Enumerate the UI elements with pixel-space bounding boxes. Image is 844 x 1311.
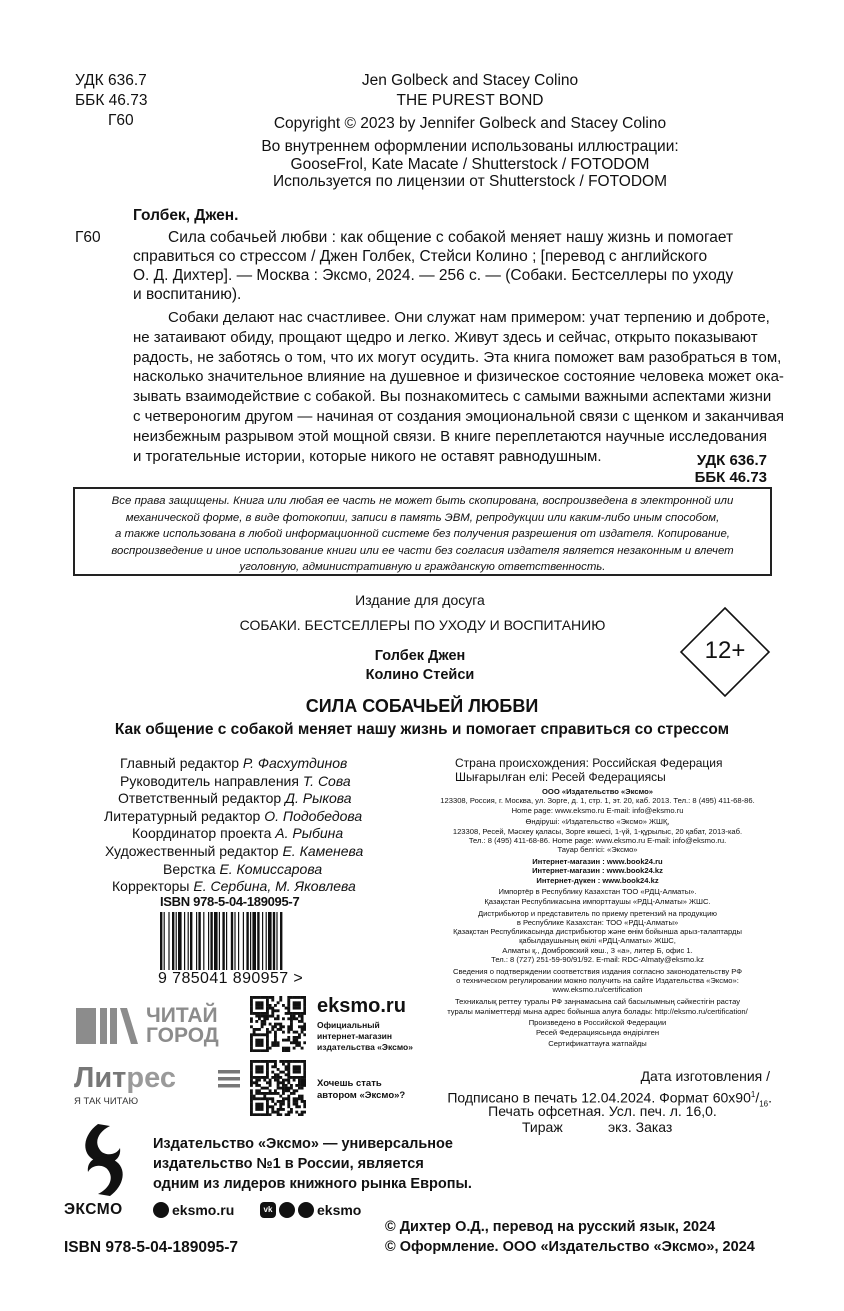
publisher-detail-line: в Республике Казахстан: ТОО «РДЦ-Алматы» bbox=[516, 917, 679, 927]
barcode-digits: 9 785041 890957 > bbox=[158, 970, 304, 987]
rights-line: воспроизведение и иное использование книги или ее части без согласия издателя является незаконным и влечет bbox=[111, 544, 734, 557]
publisher-detail-line: ООО «Издательство «Эксмо» bbox=[542, 787, 653, 796]
isbn-barcode bbox=[160, 912, 320, 970]
publisher-detail-line: www.eksmo.ru/certification bbox=[552, 985, 643, 995]
publisher-detail-line: Тауар белгісі: «Эксмо» bbox=[557, 845, 638, 855]
publisher-detail-line: Произведено в Российской Федерации bbox=[528, 1018, 667, 1028]
catalog-author-heading: Голбек, Джен. bbox=[133, 207, 239, 224]
footer-copyright-2: © Оформление. ООО «Издательство «Эксмо», 2024 bbox=[385, 1239, 755, 1255]
chitai-gorod-word-1: ЧИТАЙ bbox=[146, 1004, 218, 1027]
slogan-line-2: издательство №1 в России, является bbox=[153, 1156, 424, 1172]
print-format-end: . bbox=[768, 1089, 772, 1106]
catalog-entry-line-2: справиться со стрессом / Джен Голбек, Стейси Колино ; [перевод с английского bbox=[133, 248, 708, 265]
age-rating-text: 12+ bbox=[704, 637, 746, 664]
telegram-icon[interactable] bbox=[279, 1202, 295, 1218]
eksmo-shop-line-3: издательства «Эксмо» bbox=[317, 1042, 413, 1052]
author-cta-line-2: автором «Эксмо»? bbox=[317, 1090, 406, 1101]
litres-wordmark bbox=[74, 1062, 176, 1094]
catalog-bbk: ББК 46.73 bbox=[694, 469, 767, 486]
slogan-line-3: одним из лидеров книжного рынка Европы. bbox=[153, 1176, 472, 1192]
social-handle[interactable]: eksmo bbox=[317, 1202, 362, 1218]
eksmo-shop-line-2: интернет-магазин bbox=[317, 1031, 393, 1041]
chitai-gorod-word-2: ГОРОД bbox=[146, 1024, 219, 1047]
rights-line: Все права защищены. Книга или любая ее часть не может быть скопирована, воспроизведена в электронной или bbox=[111, 495, 734, 507]
annotation-line: неизбежным разрывом этой мощной связи. В книге переплетаются научные исследования bbox=[133, 427, 768, 445]
origin-country-kz: Шығарылған елі: Ресей Федерациясы bbox=[455, 770, 666, 784]
catalog-mark: Г60 bbox=[75, 229, 101, 246]
publisher-detail-line: Тел.: 8 (495) 411-68-86. Home page: www.eksmo.ru E-mail: info@eksmo.ru. bbox=[468, 835, 727, 845]
credit-role: Корректоры bbox=[112, 878, 190, 895]
annotation-line: Собаки делают нас счастливее. Они служат нам примером: учат терпению и доброте, bbox=[168, 309, 770, 326]
credit-line bbox=[60, 808, 420, 826]
illustrations-line-2: GooseFrol, Kate Macate / Shutterstock / FOTODOM bbox=[290, 156, 650, 173]
credit-name: Д. Рыкова bbox=[285, 790, 352, 807]
publisher-detail-line: Қазақстан Республикасында дистрибьютор және өнім бойынша арыз-талаптарды bbox=[453, 927, 742, 937]
credit-line bbox=[60, 773, 420, 791]
publisher-detail-line: Қазақстан Республикасына импорттаушы «РДЦ-Алматы» ЖШС. bbox=[484, 896, 711, 906]
qr-code-shop[interactable] bbox=[250, 996, 306, 1052]
udk-code: УДК 636.7 bbox=[75, 72, 147, 89]
credit-role: Верстка bbox=[163, 860, 216, 877]
publisher-detail-line: Сертификаттауға жатпайды bbox=[548, 1039, 647, 1049]
slogan-line-1: Издательство «Эксмо» — универсальное bbox=[153, 1136, 453, 1152]
eksmo-site-label: eksmo.ru bbox=[317, 995, 406, 1017]
footer-copyright-1: © Дихтер О.Д., перевод на русский язык, 2024 bbox=[385, 1219, 716, 1235]
globe-icon bbox=[153, 1202, 169, 1218]
print-format-text: Подписано в печать 12.04.2024. Формат 60x90 bbox=[447, 1089, 751, 1106]
publisher-detail-line: Интернет-магазин : www.book24.ru bbox=[532, 857, 663, 867]
publisher-detail-line: 123308, Ресей, Мәскеу қаласы, Зорге көшесі, 1-үй, 1-құрылыс, 20 қабат, 2013-каб. bbox=[452, 826, 743, 836]
print-run: Тираж bbox=[522, 1119, 563, 1135]
credit-line bbox=[60, 825, 420, 843]
footer-isbn: ISBN 978-5-04-189095-7 bbox=[64, 1239, 239, 1256]
illustrations-line-1: Во внутреннем оформлении использованы иллюстрации: bbox=[261, 138, 679, 155]
print-date: Дата изготовления / bbox=[640, 1068, 770, 1084]
publisher-details bbox=[420, 787, 775, 1049]
book-title: СИЛА СОБАЧЬЕЙ ЛЮБВИ bbox=[305, 696, 539, 716]
print-order: экз. Заказ bbox=[608, 1119, 673, 1135]
publisher-detail-line: Импортёр в Республику Казахстан ТОО «РДЦ-Алматы». bbox=[498, 887, 697, 897]
chitai-gorod-logo bbox=[76, 1006, 226, 1046]
credit-line bbox=[60, 843, 420, 861]
publisher-detail-line: Интернет-дүкен : www.book24.kz bbox=[536, 875, 659, 885]
publisher-detail-line: Интернет-магазин : www.book24.kz bbox=[532, 866, 663, 876]
publisher-detail-line: Өндіруші: «Издательство «Эксмо» ЖШҚ, bbox=[525, 817, 670, 827]
credit-name: А. Рыбина bbox=[275, 825, 344, 842]
litres-menu-icon bbox=[218, 1070, 240, 1088]
annotation-line: и трогательные истории, которые никого не оставят равнодушным. bbox=[133, 447, 602, 465]
credit-role: Руководитель направления bbox=[120, 772, 299, 789]
author-cta-line-1: Хочешь стать bbox=[317, 1078, 382, 1089]
print-format-sub: 16 bbox=[759, 1099, 769, 1109]
editorial-credits bbox=[60, 755, 420, 896]
origin-country-ru: Страна происхождения: Российская Федерация bbox=[455, 756, 723, 770]
annotation-line: зывать взаимодействие с собакой. Вы познакомитесь с самыми важными аспектами жизни bbox=[133, 388, 772, 406]
credit-role: Художественный редактор bbox=[105, 842, 279, 859]
annotation-line: радость, не заботясь о том, что их могут осудить. Эта книга поможет вам разобраться в том, bbox=[133, 348, 782, 366]
author-name-1: Голбек Джен bbox=[374, 648, 466, 664]
vk-icon[interactable]: vk bbox=[260, 1202, 276, 1218]
eksmo-swirl-logo-icon bbox=[76, 1122, 132, 1198]
catalog-udk: УДК 636.7 bbox=[696, 452, 767, 469]
rights-line: а также использована в любой информационной системе без получения разрешения от издателя. Копирование, bbox=[115, 528, 730, 540]
publisher-detail-line: 123308, Россия, г. Москва, ул. Зорге, д. 1, стр. 1, эт. 20, каб. 2013. Тел.: 8 (495) 411-68-86. bbox=[440, 796, 755, 806]
rights-line: механической форме, в виде фотокопии, записи в память ЭВМ, репродукции или каким-либо иным способом, bbox=[125, 511, 720, 524]
credit-name: Р. Фасхутдинов bbox=[242, 755, 348, 771]
barcode-isbn-label: ISBN 978-5-04-189095-7 bbox=[160, 894, 300, 909]
rights-notice-box bbox=[73, 487, 772, 576]
credit-name: Е. Комиссарова bbox=[219, 860, 323, 877]
credit-line bbox=[60, 861, 420, 879]
credit-role: Главный редактор bbox=[120, 755, 240, 771]
annotation-line: с четвероногим другом — начиная от создания эмоциональной связи с щенком и заканчивая bbox=[133, 407, 785, 425]
original-authors: Jen Golbeck and Stacey Colino bbox=[361, 72, 579, 89]
credit-line bbox=[60, 790, 420, 808]
original-copyright: Copyright © 2023 by Jennifer Golbeck and Stacey Colino bbox=[273, 115, 667, 132]
bbk-code: ББК 46.73 bbox=[75, 92, 148, 109]
annotation bbox=[133, 308, 785, 466]
credit-role: Ответственный редактор bbox=[118, 790, 282, 807]
publisher-detail-line: Home page: www.eksmo.ru E-mail: info@eksmo.ru bbox=[511, 805, 684, 815]
print-format-sep: / bbox=[755, 1089, 760, 1106]
publisher-detail-line: қабылдаушының өкілі «РДЦ-Алматы» ЖШС, bbox=[519, 936, 676, 946]
credit-role: Литературный редактор bbox=[104, 807, 261, 824]
original-title: THE PUREST BOND bbox=[396, 92, 544, 109]
publisher-detail-line: Сведения о подтверждении соответствия издания согласно законодательству РФ bbox=[452, 966, 743, 976]
credit-role: Координатор проекта bbox=[132, 825, 272, 842]
annotation-line: не затаивают обиду, прощают щедро и легко. Живут здесь и сейчас, открыто показывают bbox=[133, 328, 758, 346]
credit-line bbox=[60, 755, 420, 773]
author-name-2: Колино Стейси bbox=[365, 667, 475, 683]
credit-name: Е. Сербина, М. Яковлева bbox=[193, 878, 356, 895]
credit-name: О. Подобедова bbox=[264, 807, 363, 824]
catalog-entry-line-3: О. Д. Дихтер]. — Москва : Эксмо, 2024. — 256 с. — (Собаки. Бестселлеры по уходу bbox=[133, 267, 734, 284]
annotation-line: насколько значительное влияние на душевное и физическое состояние человека может ока- bbox=[133, 368, 784, 386]
litres-word-b: рес bbox=[126, 1062, 176, 1094]
youtube-icon[interactable] bbox=[298, 1202, 314, 1218]
publisher-detail-line: Тел.: 8 (727) 251-59-90/91/92. E-mail: RDC-Almaty@eksmo.kz bbox=[491, 955, 704, 965]
chitai-gorod-books-icon bbox=[76, 1006, 142, 1046]
author-mark: Г60 bbox=[108, 112, 134, 129]
catalog-entry-line-4: и воспитанию). bbox=[133, 286, 242, 303]
book-subtitle: Как общение с собакой меняет нашу жизнь и помогает справиться со стрессом bbox=[114, 721, 730, 738]
eksmo-shop-line-1: Официальный bbox=[317, 1020, 380, 1030]
publisher-detail-line: Техникалық реттеу туралы РФ заңнамасына сай басылымның сәйкестігін растау bbox=[454, 997, 741, 1007]
publisher-detail-line: Алматы қ., Домбровский көш., 3 «а», литер Б, офис 1. bbox=[502, 945, 693, 955]
publisher-detail-line: Дистрибьютор и представитель по приему претензий на продукцию bbox=[477, 908, 718, 918]
catalog-entry-line-1: Сила собачьей любви : как общение с собакой меняет нашу жизнь и помогает bbox=[168, 229, 734, 246]
series-name: СОБАКИ. БЕСТСЕЛЛЕРЫ ПО УХОДУ И ВОСПИТАНИЮ bbox=[239, 617, 606, 633]
credit-name: Е. Каменева bbox=[282, 842, 364, 859]
qr-code-author[interactable] bbox=[250, 1060, 306, 1116]
litres-logo bbox=[74, 1062, 244, 1110]
credit-name: Т. Сова bbox=[302, 772, 351, 789]
age-rating-badge bbox=[679, 606, 771, 698]
litres-tagline: Я ТАК ЧИТАЮ bbox=[74, 1096, 139, 1107]
publisher-detail-line: о техническом регулировании можно получить на сайте Издательства «Эксмо»: bbox=[456, 976, 739, 986]
publisher-detail-line: Ресей Федерациясында өндірілген bbox=[535, 1027, 660, 1037]
rights-line: уголовную, административную и гражданскую ответственность. bbox=[239, 561, 606, 573]
eksmo-brand-name: ЭКСМО bbox=[64, 1201, 123, 1218]
print-method: Печать офсетная. Усл. печ. л. 16,0. bbox=[488, 1103, 717, 1119]
illustrations-line-3: Используется по лицензии от Shutterstock / FOTODOM bbox=[273, 173, 667, 190]
publisher-detail-line: туралы мәліметтерді мына адрес бойынша алуға болады: http://eksmo.ru/certification/ bbox=[447, 1006, 748, 1016]
edition-type: Издание для досуга bbox=[355, 592, 485, 608]
print-format-sup: 1 bbox=[750, 1090, 756, 1099]
social-site-link[interactable]: eksmo.ru bbox=[172, 1202, 235, 1218]
litres-word-a: Лит bbox=[74, 1062, 127, 1094]
